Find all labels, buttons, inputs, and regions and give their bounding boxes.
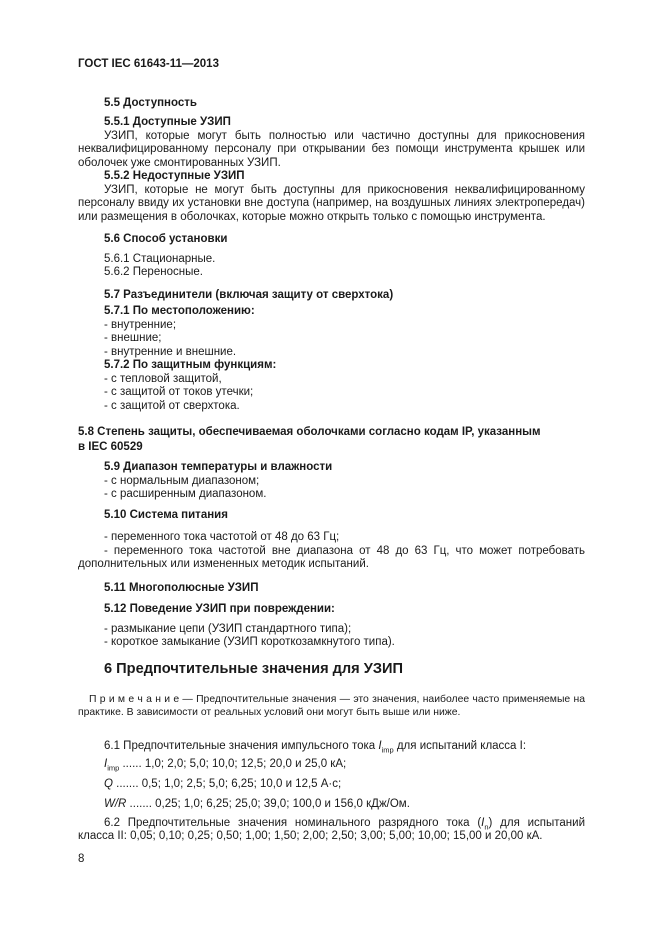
symbol-i-imp: I — [104, 758, 108, 770]
section-6-2-text-end: ) для испытаний класса II: 0,05; 0,10; 0,25; 0,50; 1,00; 1,50; 2,00; 2,50; 3,00; 5,00; 10,00; 15,00 и 20,00 кА. — [78, 816, 585, 842]
subscript-n: n — [484, 821, 489, 831]
section-6-1-text-end: для испытаний класса I: — [393, 739, 527, 752]
section-6-note: П р и м е ч а н и е — Предпочтительные значения — это значения, наиболее часто применяемые на практике. В зависимости от реальных условий они могут быть выше или ниже. — [78, 693, 585, 718]
list-item: - переменного тока частотой от 48 до 63 Гц; — [104, 531, 340, 543]
section-5-7-1-title: 5.7.1 По местоположению: — [104, 305, 255, 317]
section-6-2-paragraph — [78, 817, 585, 844]
section-5-5-1-paragraph: УЗИП, которые могут быть полностью или частично доступны для прикосновения неквалифицированному персоналу при открывании без помощи инструмента крышек или оболочек уже смонтированных УЗИП. — [78, 129, 585, 169]
subscript-imp: imp — [381, 744, 394, 754]
section-5-5-1-title: 5.5.1 Доступные УЗИП — [104, 116, 231, 128]
list-item: 5.6.2 Переносные. — [104, 266, 203, 278]
list-item: - с расширенным диапазоном. — [104, 488, 267, 500]
list-item: - внешние; — [104, 332, 162, 344]
section-5-8-title-line2: в IEC 60529 — [78, 441, 143, 453]
list-item: - короткое замыкание (УЗИП короткозамкнутого типа). — [104, 636, 395, 648]
list-item: - внутренние и внешние. — [104, 345, 237, 358]
section-5-7-title: 5.7 Разъединители (включая защиту от сверхтока) — [104, 288, 394, 301]
section-5-6-title: 5.6 Способ установки — [104, 233, 228, 245]
symbol-wr: W/R — [104, 798, 127, 810]
section-5-8-title-line1: 5.8 Степень защиты, обеспечиваемая оболочками согласно кодам IP, указанным — [78, 426, 541, 438]
list-item: - с защитой от токов утечки; — [104, 386, 254, 398]
page-number: 8 — [78, 852, 85, 865]
formula-values: ....... 0,25; 1,0; 6,25; 25,0; 39,0; 100,0 и 156,0 кДж/Ом. — [126, 798, 410, 810]
symbol-i-imp: I — [378, 739, 382, 752]
formula-charge — [104, 778, 585, 792]
section-6-1-paragraph — [78, 740, 585, 754]
formula-values: ....... 0,5; 1,0; 2,5; 5,0; 6,25; 10,0 и 12,5 А·с; — [112, 778, 342, 790]
list-item: - внутренние; — [104, 318, 177, 331]
list-item: - с нормальным диапазоном; — [104, 474, 260, 487]
list-item: - размыкание цепи (УЗИП стандартного типа); — [104, 622, 352, 635]
list-item: - переменного тока частотой вне диапазона от 48 до 63 Гц, что может потребовать дополнительных или измененных методик испытаний. — [78, 544, 585, 570]
formula-specific-energy — [104, 798, 585, 812]
section-5-10-title: 5.10 Система питания — [104, 508, 228, 521]
subscript-imp: imp — [107, 763, 120, 773]
section-6-title: 6 Предпочтительные значения для УЗИП — [104, 660, 403, 677]
section-6-2-text: 6.2 Предпочтительные значения номинального разрядного тока ( — [104, 816, 482, 829]
document-header: ГОСТ IEC 61643-11—2013 — [78, 58, 219, 70]
section-5-5-2-title: 5.5.2 Недоступные УЗИП — [104, 170, 245, 182]
section-6-1-text: 6.1 Предпочтительные значения импульсного тока — [104, 739, 379, 752]
list-item: - с тепловой защитой, — [104, 372, 222, 385]
section-5-7-2-title: 5.7.2 По защитным функциям: — [104, 359, 277, 371]
section-5-5-title: 5.5 Доступность — [104, 96, 197, 109]
section-5-12-title: 5.12 Поведение УЗИП при повреждении: — [104, 603, 335, 615]
symbol-q: Q — [104, 778, 113, 790]
formula-impulse-current — [104, 758, 585, 772]
formula-values: ...... 1,0; 2,0; 5,0; 10,0; 12,5; 20,0 и 25,0 кА; — [119, 758, 347, 770]
symbol-i-n: I — [481, 816, 485, 829]
section-5-8-title — [78, 425, 585, 455]
section-5-11-title: 5.11 Многополюсные УЗИП — [104, 581, 259, 594]
list-item: - с защитой от сверхтока. — [104, 399, 240, 412]
section-5-9-title: 5.9 Диапазон температуры и влажности — [104, 461, 333, 473]
section-5-5-2-paragraph: УЗИП, которые не могут быть доступны для прикосновения неквалифицированному персоналу ввиду их установки вне доступа (например, на воздушных линиях электропередач) или размещения в оболочках, которые можно открыть только с помощью инструмента. — [78, 183, 585, 223]
list-item: 5.6.1 Стационарные. — [104, 252, 216, 265]
